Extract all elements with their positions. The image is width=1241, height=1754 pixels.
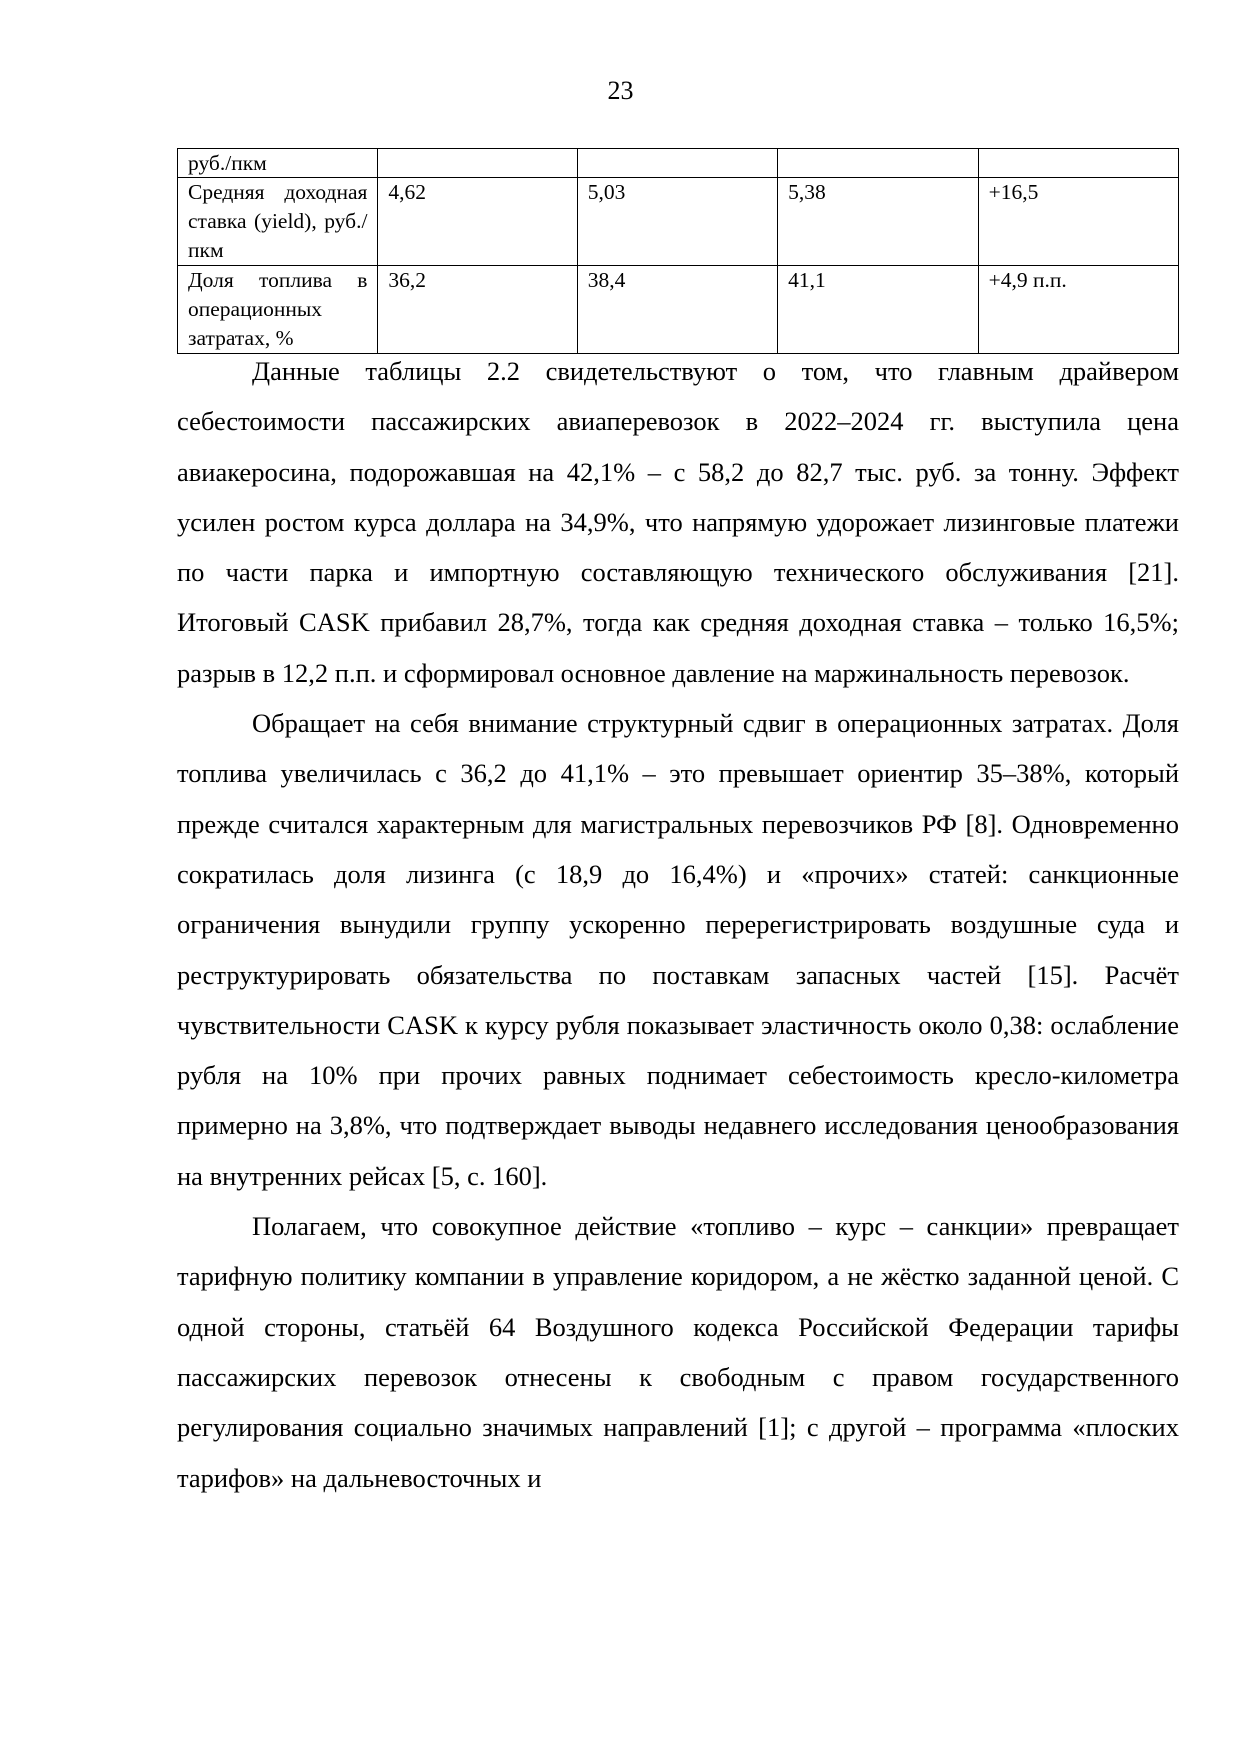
- table-cell: 5,03: [577, 178, 777, 266]
- table-cell: [978, 149, 1178, 178]
- page-number: 23: [607, 76, 634, 105]
- table-cell: 5,38: [778, 178, 978, 266]
- paragraph: Данные таблицы 2.2 свидетельствуют о том, что главным драйвером себестоимости пассажирских авиаперевозок в 2022–2024 гг. выступила цена авиакеросина, подорожавшая на 42,1% – с 58,2 до 82,7 тыс. руб. за тонну. Эффект усилен ростом курса доллара на 34,9%, что напрямую удорожает лизинговые платежи по части парка и импортную составляющую технического обслуживания [21]. Итоговый CASK прибавил 28,7%, тогда как средняя доходная ставка – только 16,5%; разрыв в 12,2 п.п. и сформировал основное давление на маржинальность перевозок.: [177, 356, 1179, 688]
- table-cell: 4,62: [378, 178, 577, 266]
- table-cell: 36,2: [378, 266, 577, 354]
- table-cell: +16,5: [978, 178, 1178, 266]
- table-row: [178, 266, 1179, 354]
- table-row: [178, 149, 1179, 178]
- table-row: [178, 178, 1179, 266]
- table-cell: Средняя доходная ставка (yield), руб./пкм: [178, 178, 378, 266]
- table-cell: [577, 149, 777, 178]
- table-cell: [378, 149, 577, 178]
- paragraph: Полагаем, что совокупное действие «топливо – курс – санкции» превращает тарифную политику компании в управление коридором, а не жёстко заданной ценой. С одной стороны, статьёй 64 Воздушного кодекса Российской Федерации тарифы пассажирских перевозок отнесены к свободным с правом государственного регулирования социально значимых направлений [1]; с другой – программа «плоских тарифов» на дальневосточных и: [177, 1211, 1179, 1493]
- table-cell: [778, 149, 978, 178]
- table-cell: 41,1: [778, 266, 978, 354]
- table-cell: руб./пкм: [178, 149, 378, 178]
- table-cell: +4,9 п.п.: [978, 266, 1178, 354]
- body-text: [177, 346, 1179, 1503]
- data-table: [177, 148, 1179, 354]
- table-cell: 38,4: [577, 266, 777, 354]
- table-cell: Доля топлива в операционных затратах, %: [178, 266, 378, 354]
- paragraph: Обращает на себя внимание структурный сдвиг в операционных затратах. Доля топлива увеличилась с 36,2 до 41,1% – это превышает ориентир 35–38%, который прежде считался характерным для магистральных перевозчиков РФ [8]. Одновременно сократилась доля лизинга (с 18,9 до 16,4%) и «прочих» статей: санкционные ограничения вынудили группу ускоренно перерегистрировать воздушные суда и реструктурировать обязательства по поставкам запасных частей [15]. Расчёт чувствительности CASK к курсу рубля показывает эластичность около 0,38: ослабление рубля на 10% при прочих равных поднимает себестоимость кресло-километра примерно на 3,8%, что подтверждает выводы недавнего исследования ценообразования на внутренних рейсах [5, с. 160].: [177, 708, 1179, 1191]
